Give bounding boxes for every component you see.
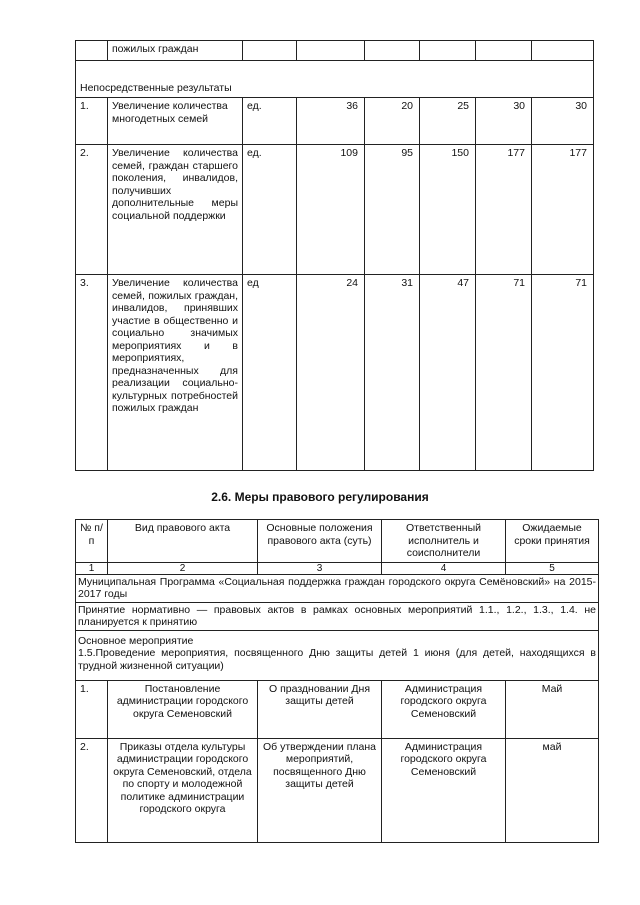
row-number: 3. [76,275,108,471]
row-value: 47 [420,275,476,471]
section-heading: 2.6. Меры правового регулирования [211,490,429,504]
row-essence: Об утверждении плана мероприятий, посвященного Дню защиты детей [258,738,382,842]
row-value: 20 [365,98,420,145]
program-row [76,574,599,602]
row-act: Приказы отдела культуры администрации городского округа Семеновский, отдела по спорту и молодежной политике администрации городского округа [108,738,258,842]
column-index: 3 [258,562,382,574]
column-header: Ответственный исполнитель и соисполнители [382,520,506,563]
table-cell [76,41,108,61]
column-header: № п/п [76,520,108,563]
row-value: 95 [365,145,420,275]
table-row [76,98,594,145]
column-index: 2 [108,562,258,574]
row-value: 150 [420,145,476,275]
row-essence: О праздновании Дня защиты детей [258,680,382,738]
row-description: Увеличение количества многодетных семей [108,98,243,145]
main-event-cell [76,630,599,680]
note-text: Принятие нормативно — правовых актов в рамках основных мероприятий 1.1., 1.2., 1.3., 1.4. не планируется к принятию [76,602,599,630]
column-index: 5 [506,562,599,574]
row-value: 30 [476,98,532,145]
row-executor: Администрация городского округа Семеновский [382,738,506,842]
row-value: 25 [420,98,476,145]
row-value: 109 [297,145,365,275]
table-cell: пожилых граждан [108,41,243,61]
row-value: 36 [297,98,365,145]
program-title: Муниципальная Программа «Социальная поддержка граждан городского округа Семёновский» на 2015-2017 годы [76,574,599,602]
table-row [76,680,599,738]
row-number: 1. [76,680,108,738]
column-header: Ожидаемые сроки принятия [506,520,599,563]
row-value: 31 [365,275,420,471]
column-header: Основные положения правового акта (суть) [258,520,382,563]
row-number: 2. [76,145,108,275]
row-term: май [506,738,599,842]
column-index: 1 [76,562,108,574]
row-value: 30 [532,98,594,145]
note-row [76,602,599,630]
indicators-table [75,40,594,471]
row-term: Май [506,680,599,738]
main-event-row [76,630,599,680]
table-row [76,275,594,471]
row-description: Увеличение количества семей, пожилых граждан, инвалидов, принявших участие в общественно и социально значимых мероприятиях и в мероприятиях, предназначенных для реализации социально-культурных потребностей пожилых граждан [108,275,243,471]
legal-measures-table [75,519,599,843]
column-header: Вид правового акта [108,520,258,563]
row-unit: ед. [243,145,297,275]
section-title: Непосредственные результаты [76,61,594,98]
row-number: 2. [76,738,108,842]
row-act: Постановление администрации городского округа Семеновский [108,680,258,738]
section-row [76,61,594,98]
row-value: 71 [532,275,594,471]
row-value: 177 [476,145,532,275]
index-row [76,562,599,574]
row-value: 71 [476,275,532,471]
header-row [76,520,599,563]
main-event-label: Основное мероприятие [78,634,194,647]
row-unit: ед. [243,98,297,145]
table-row [76,145,594,275]
table-row [76,41,594,61]
row-executor: Администрация городского округа Семеновский [382,680,506,738]
table-row [76,738,599,842]
row-unit: ед [243,275,297,471]
row-value: 177 [532,145,594,275]
row-description: Увеличение количества семей, граждан старшего поколения, инвалидов, получивших дополнительные меры социальной поддержки [108,145,243,275]
column-index: 4 [382,562,506,574]
main-event-text: 1.5.Проведение мероприятия, посвященного Дню защиты детей 1 июня (для детей, находящихся в трудной жизненной ситуации) [78,647,596,672]
row-number: 1. [76,98,108,145]
row-value: 24 [297,275,365,471]
